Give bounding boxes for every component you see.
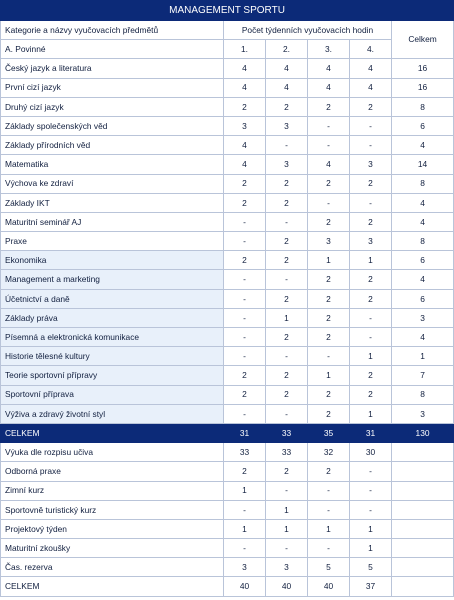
hours-cell: 2 <box>224 366 266 385</box>
hours-cell: 2 <box>266 97 308 116</box>
hours-cell: 4 <box>224 59 266 78</box>
hours-cell: 2 <box>266 251 308 270</box>
hours-cell: 33 <box>224 443 266 462</box>
table-row <box>1 385 454 404</box>
hours-cell: 1 <box>350 251 392 270</box>
hours-cell: - <box>224 289 266 308</box>
total-header: Celkem <box>392 21 454 59</box>
hours-cell: 2 <box>350 385 392 404</box>
hours-cell: 2 <box>350 212 392 231</box>
weekly-hours-header: Počet týdenních vyučovacích hodin <box>224 21 392 40</box>
hours-cell: 40 <box>266 577 308 596</box>
section-header: A. Povinné <box>1 40 224 59</box>
table-row <box>1 328 454 347</box>
total-cell: 1 <box>392 347 454 366</box>
hours-cell: - <box>224 347 266 366</box>
hours-cell: - <box>266 212 308 231</box>
table-row <box>1 270 454 289</box>
hours-cell: 2 <box>308 289 350 308</box>
hours-cell: 2 <box>308 174 350 193</box>
hours-cell: 33 <box>266 423 308 442</box>
total-cell <box>392 519 454 538</box>
table-row <box>1 78 454 97</box>
hours-cell: - <box>308 347 350 366</box>
hours-cell: 2 <box>350 289 392 308</box>
table-title: MANAGEMENT SPORTU <box>1 1 454 21</box>
subject-name: Výuka dle rozpisu učiva <box>1 443 224 462</box>
hours-cell: - <box>350 500 392 519</box>
hours-cell: 2 <box>308 462 350 481</box>
hours-cell: - <box>266 404 308 423</box>
hours-cell: 2 <box>224 385 266 404</box>
hours-cell: - <box>224 308 266 327</box>
hours-cell: 5 <box>308 558 350 577</box>
subject-name: CELKEM <box>1 423 224 442</box>
subject-name: Odborná praxe <box>1 462 224 481</box>
hours-cell: 4 <box>350 59 392 78</box>
subject-name: Maturitní zkoušky <box>1 539 224 558</box>
hours-cell: 31 <box>350 423 392 442</box>
year-header: 2. <box>266 40 308 59</box>
total-cell: 6 <box>392 116 454 135</box>
hours-cell: 2 <box>350 97 392 116</box>
hours-cell: 4 <box>224 136 266 155</box>
table-row <box>1 212 454 231</box>
header-row-1 <box>1 21 454 40</box>
hours-cell: 4 <box>308 78 350 97</box>
hours-cell: - <box>224 212 266 231</box>
hours-cell: 2 <box>308 404 350 423</box>
table-row <box>1 558 454 577</box>
hours-cell: 2 <box>266 289 308 308</box>
subject-name: Účetnictví a daně <box>1 289 224 308</box>
hours-cell: 2 <box>266 193 308 212</box>
table-row <box>1 232 454 251</box>
hours-cell: 1 <box>350 539 392 558</box>
table-row <box>1 481 454 500</box>
hours-cell: 40 <box>308 577 350 596</box>
hours-cell: - <box>266 539 308 558</box>
header-row-2 <box>1 40 454 59</box>
hours-cell: - <box>224 270 266 289</box>
subject-name: Praxe <box>1 232 224 251</box>
table-row <box>1 347 454 366</box>
hours-cell: - <box>308 539 350 558</box>
total-cell <box>392 481 454 500</box>
year-header: 4. <box>350 40 392 59</box>
total-cell: 6 <box>392 289 454 308</box>
subject-name: Výživa a zdravý životní styl <box>1 404 224 423</box>
total-cell: 8 <box>392 97 454 116</box>
hours-cell: - <box>308 481 350 500</box>
hours-cell: - <box>224 404 266 423</box>
table-row <box>1 308 454 327</box>
year-header: 1. <box>224 40 266 59</box>
hours-cell: 4 <box>350 78 392 97</box>
total-cell <box>392 462 454 481</box>
subject-name: Matematika <box>1 155 224 174</box>
hours-cell: - <box>350 136 392 155</box>
hours-cell: - <box>350 116 392 135</box>
hours-cell: 4 <box>308 59 350 78</box>
subject-name: Základy přírodních věd <box>1 136 224 155</box>
hours-cell: 2 <box>266 462 308 481</box>
hours-cell: 3 <box>350 155 392 174</box>
hours-cell: 40 <box>224 577 266 596</box>
hours-cell: 2 <box>308 308 350 327</box>
hours-cell: 1 <box>308 251 350 270</box>
table-row <box>1 97 454 116</box>
subject-name: Písemná a elektronická komunikace <box>1 328 224 347</box>
table-row <box>1 116 454 135</box>
hours-cell: 2 <box>308 212 350 231</box>
hours-cell: - <box>350 481 392 500</box>
hours-cell: - <box>224 539 266 558</box>
table-row <box>1 462 454 481</box>
hours-cell: 2 <box>224 174 266 193</box>
total-cell: 6 <box>392 251 454 270</box>
subject-name: Management a marketing <box>1 270 224 289</box>
hours-cell: 2 <box>266 366 308 385</box>
hours-cell: 2 <box>308 97 350 116</box>
total-cell <box>392 577 454 596</box>
hours-cell: - <box>308 136 350 155</box>
total-cell: 16 <box>392 78 454 97</box>
hours-cell: 3 <box>308 232 350 251</box>
total-cell: 8 <box>392 232 454 251</box>
hours-cell: 2 <box>350 366 392 385</box>
hours-cell: 33 <box>266 443 308 462</box>
hours-cell: 1 <box>266 500 308 519</box>
hours-cell: - <box>266 481 308 500</box>
hours-cell: 1 <box>308 519 350 538</box>
table-row <box>1 174 454 193</box>
total-cell: 4 <box>392 136 454 155</box>
hours-cell: 2 <box>308 328 350 347</box>
hours-cell: 2 <box>224 97 266 116</box>
hours-cell: 4 <box>224 78 266 97</box>
hours-cell: 1 <box>308 366 350 385</box>
hours-cell: - <box>266 347 308 366</box>
subject-name: Projektový týden <box>1 519 224 538</box>
hours-cell: - <box>350 308 392 327</box>
hours-cell: - <box>224 232 266 251</box>
table-row <box>1 577 454 596</box>
total-cell: 7 <box>392 366 454 385</box>
table-row <box>1 423 454 442</box>
total-cell <box>392 500 454 519</box>
hours-cell: - <box>350 328 392 347</box>
hours-cell: 37 <box>350 577 392 596</box>
subject-name: Sportovně turistický kurz <box>1 500 224 519</box>
table-row <box>1 500 454 519</box>
total-cell: 16 <box>392 59 454 78</box>
hours-cell: 1 <box>224 519 266 538</box>
hours-cell: 32 <box>308 443 350 462</box>
table-row <box>1 519 454 538</box>
hours-cell: - <box>266 270 308 289</box>
hours-cell: - <box>266 136 308 155</box>
hours-cell: 4 <box>308 155 350 174</box>
total-cell: 4 <box>392 328 454 347</box>
total-cell <box>392 558 454 577</box>
table-row <box>1 539 454 558</box>
subject-name: Čas. rezerva <box>1 558 224 577</box>
table-row <box>1 59 454 78</box>
hours-cell: 1 <box>266 308 308 327</box>
hours-cell: - <box>224 500 266 519</box>
table-row <box>1 443 454 462</box>
hours-cell: 3 <box>266 558 308 577</box>
subject-name: Český jazyk a literatura <box>1 59 224 78</box>
total-cell: 4 <box>392 212 454 231</box>
subject-name: Výchova ke zdraví <box>1 174 224 193</box>
table-row <box>1 193 454 212</box>
hours-cell: 3 <box>224 558 266 577</box>
hours-cell: 2 <box>266 174 308 193</box>
hours-cell: - <box>308 500 350 519</box>
hours-cell: 2 <box>350 270 392 289</box>
year-header: 3. <box>308 40 350 59</box>
hours-cell: 3 <box>350 232 392 251</box>
hours-cell: - <box>224 328 266 347</box>
hours-cell: 4 <box>266 78 308 97</box>
total-cell: 14 <box>392 155 454 174</box>
subject-name: Maturitní seminář AJ <box>1 212 224 231</box>
subject-name: Základy společenských věd <box>1 116 224 135</box>
subject-name: První cizí jazyk <box>1 78 224 97</box>
subject-name: Historie tělesné kultury <box>1 347 224 366</box>
hours-cell: 4 <box>266 59 308 78</box>
category-header: Kategorie a názvy vyučovacích předmětů <box>1 21 224 40</box>
total-cell: 130 <box>392 423 454 442</box>
hours-cell: - <box>350 193 392 212</box>
hours-cell: 2 <box>224 251 266 270</box>
table-row <box>1 136 454 155</box>
table-title-row <box>1 1 454 21</box>
total-cell: 8 <box>392 174 454 193</box>
subject-name: Teorie sportovní přípravy <box>1 366 224 385</box>
subject-name: CELKEM <box>1 577 224 596</box>
subject-name: Zimní kurz <box>1 481 224 500</box>
hours-cell: 2 <box>350 174 392 193</box>
hours-cell: - <box>308 116 350 135</box>
subject-name: Sportovní příprava <box>1 385 224 404</box>
hours-cell: 2 <box>308 270 350 289</box>
hours-cell: 31 <box>224 423 266 442</box>
total-cell: 8 <box>392 385 454 404</box>
hours-cell: 2 <box>308 385 350 404</box>
hours-cell: 1 <box>224 481 266 500</box>
hours-cell: 1 <box>350 404 392 423</box>
table-row <box>1 251 454 270</box>
hours-cell: 2 <box>266 328 308 347</box>
hours-cell: - <box>308 193 350 212</box>
table-row <box>1 155 454 174</box>
hours-cell: - <box>350 462 392 481</box>
hours-cell: 2 <box>224 193 266 212</box>
hours-cell: 1 <box>266 519 308 538</box>
total-cell: 4 <box>392 193 454 212</box>
hours-cell: 5 <box>350 558 392 577</box>
subject-name: Druhý cizí jazyk <box>1 97 224 116</box>
total-cell: 3 <box>392 404 454 423</box>
hours-cell: 4 <box>224 155 266 174</box>
total-cell: 4 <box>392 270 454 289</box>
total-cell <box>392 443 454 462</box>
total-cell: 3 <box>392 308 454 327</box>
hours-cell: 3 <box>266 155 308 174</box>
hours-cell: 2 <box>266 232 308 251</box>
hours-cell: 1 <box>350 519 392 538</box>
hours-cell: 3 <box>266 116 308 135</box>
subject-name: Základy IKT <box>1 193 224 212</box>
hours-cell: 2 <box>266 385 308 404</box>
subject-name: Základy práva <box>1 308 224 327</box>
hours-cell: 1 <box>350 347 392 366</box>
total-cell <box>392 539 454 558</box>
hours-cell: 3 <box>224 116 266 135</box>
table-row <box>1 404 454 423</box>
hours-cell: 30 <box>350 443 392 462</box>
hours-cell: 35 <box>308 423 350 442</box>
hours-cell: 2 <box>224 462 266 481</box>
table-row <box>1 366 454 385</box>
subject-name: Ekonomika <box>1 251 224 270</box>
table-row <box>1 289 454 308</box>
